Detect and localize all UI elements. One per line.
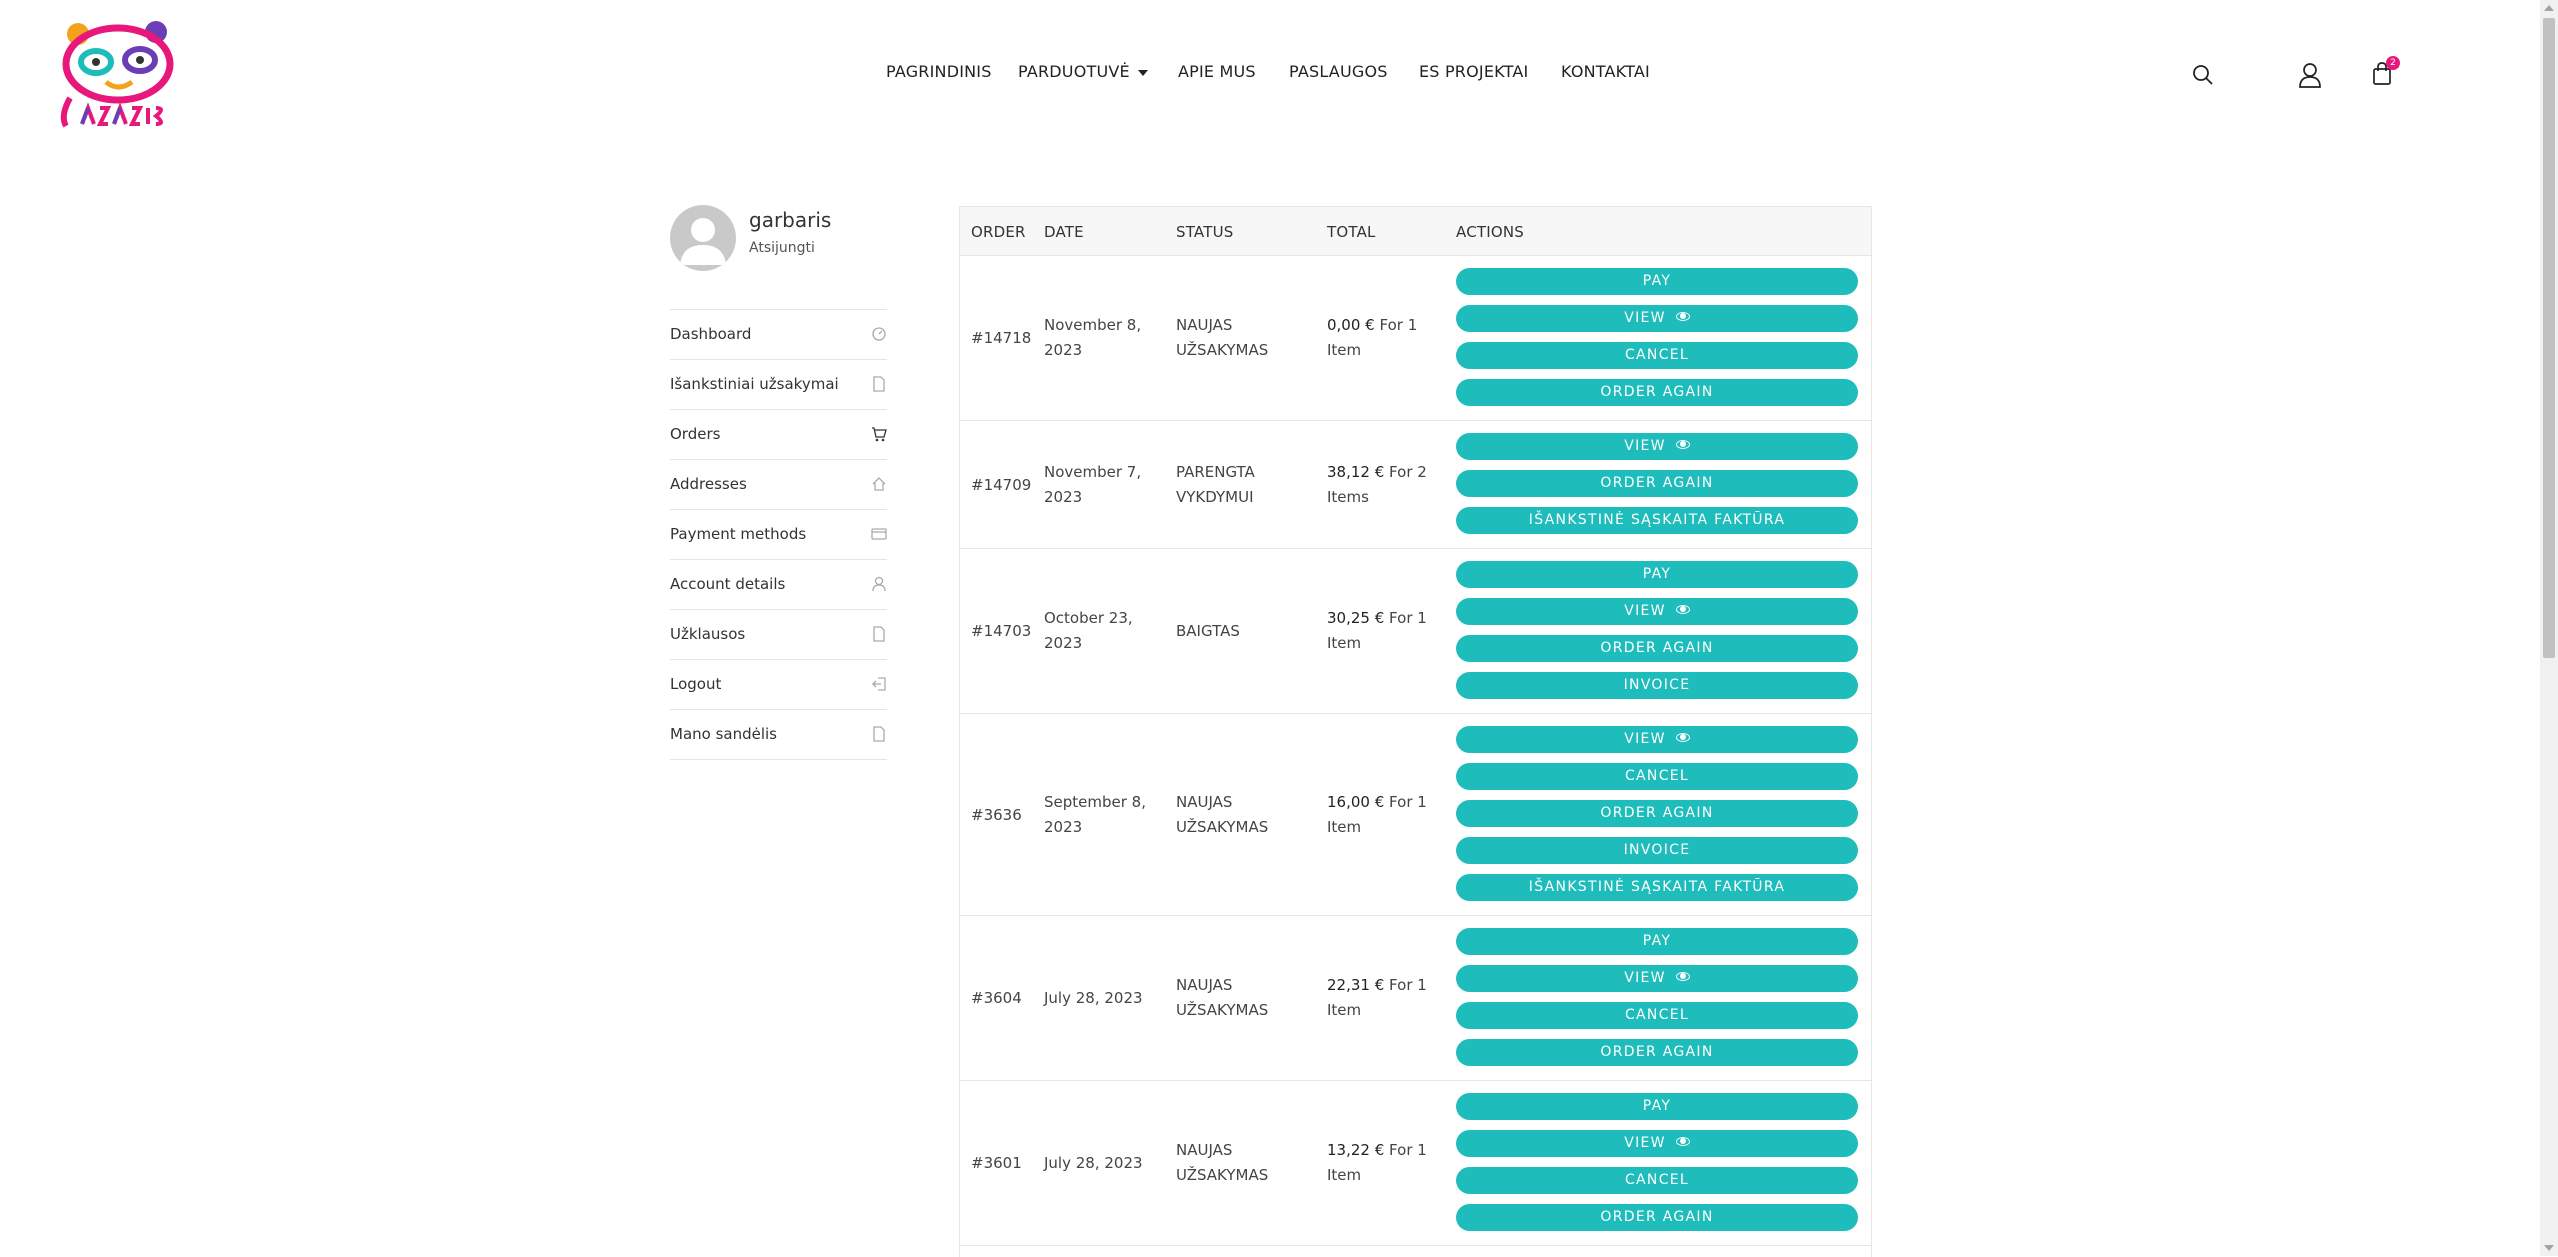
pay-button[interactable]	[1456, 1093, 1858, 1120]
order-amount: 13,22 €	[1327, 1141, 1385, 1159]
order-total	[1327, 460, 1437, 510]
pay-button[interactable]	[1456, 928, 1858, 955]
order-again-button[interactable]	[1456, 1039, 1858, 1066]
sidebar-item-orders[interactable]	[670, 410, 887, 460]
isankstine-saskaita-faktura-button[interactable]	[1456, 507, 1858, 534]
document-icon	[871, 376, 887, 392]
button-label: PAY	[1642, 1098, 1672, 1114]
button-label: VIEW	[1624, 1135, 1666, 1151]
sidebar-item-label: Užklausos	[670, 625, 746, 643]
button-label: PAY	[1642, 273, 1672, 289]
order-date: September 8, 2023	[1044, 792, 1146, 836]
button-label: PAY	[1642, 933, 1672, 949]
order-number: #3604	[971, 989, 1022, 1007]
nav-item-kontaktai[interactable]: KONTAKTAI	[1561, 62, 1650, 81]
cart-icon	[871, 426, 887, 442]
document-icon	[871, 726, 887, 742]
order-number: #3601	[971, 1154, 1022, 1172]
column-header-date: DATE	[1044, 223, 1084, 241]
nav-item-pagrindinis[interactable]: PAGRINDINIS	[886, 62, 992, 81]
order-again-button[interactable]	[1456, 635, 1858, 662]
button-label: VIEW	[1624, 603, 1666, 619]
order-total	[1327, 973, 1437, 1023]
sidebar-item-label: Account details	[670, 575, 786, 593]
chevron-down-icon	[1138, 70, 1148, 76]
sidebar-item-label: Addresses	[670, 475, 747, 493]
document-icon	[871, 626, 887, 642]
order-date: July 28, 2023	[1044, 1154, 1143, 1172]
page-scrollbar[interactable]	[2540, 0, 2558, 1256]
isankstine-saskaita-faktura-button[interactable]	[1456, 874, 1858, 901]
order-again-button[interactable]	[1456, 800, 1858, 827]
sidebar-item-dashboard[interactable]	[670, 310, 887, 360]
order-status: BAIGTAS	[1176, 622, 1240, 640]
order-actions	[1456, 561, 1858, 709]
table-row	[960, 714, 1871, 916]
order-again-button[interactable]	[1456, 379, 1858, 406]
order-date: November 7, 2023	[1044, 462, 1142, 506]
cancel-button[interactable]	[1456, 763, 1858, 790]
button-label: PAY	[1642, 566, 1672, 582]
order-item-count: For 2 Items	[1327, 462, 1427, 506]
order-actions	[1456, 268, 1858, 416]
order-status: NAUJAS UŽSAKYMAS	[1176, 1141, 1269, 1184]
button-label: ORDER AGAIN	[1600, 475, 1714, 491]
sidebar-item-inquiries[interactable]	[670, 610, 887, 660]
cancel-button[interactable]	[1456, 1002, 1858, 1029]
invoice-button[interactable]	[1456, 837, 1858, 864]
order-number: #3636	[971, 805, 1022, 824]
sidebar-item-logout[interactable]	[670, 660, 887, 710]
table-header	[960, 207, 1871, 256]
user-account-icon[interactable]	[2298, 62, 2322, 88]
main-nav	[0, 62, 2558, 88]
cancel-button[interactable]	[1456, 342, 1858, 369]
order-actions	[1456, 433, 1858, 544]
order-amount: 30,25 €	[1327, 609, 1385, 627]
sidebar-item-preorders[interactable]	[670, 360, 887, 410]
view-button[interactable]	[1456, 965, 1858, 992]
pay-button[interactable]	[1456, 561, 1858, 588]
nav-item-paslaugos[interactable]: PASLAUGOS	[1289, 62, 1388, 81]
order-item-count: For 1 Item	[1327, 316, 1418, 359]
button-label: IŠANKSTINĖ SĄSKAITA FAKTŪRA	[1528, 512, 1786, 528]
eye-icon	[1676, 1137, 1690, 1146]
button-label: CANCEL	[1624, 1007, 1690, 1023]
column-header-status: STATUS	[1176, 223, 1234, 241]
order-total	[1327, 1138, 1437, 1188]
order-status: NAUJAS UŽSAKYMAS	[1176, 792, 1269, 836]
button-label: ORDER AGAIN	[1600, 805, 1714, 821]
button-label: INVOICE	[1623, 677, 1691, 693]
view-button[interactable]	[1456, 1130, 1858, 1157]
order-number: #14703	[971, 622, 1032, 640]
sidebar-item-label: Išankstiniai užsakymai	[670, 375, 839, 393]
button-label: CANCEL	[1624, 347, 1690, 363]
scroll-up-arrow-icon[interactable]	[2544, 5, 2554, 11]
sidebar-item-label: Payment methods	[670, 525, 807, 543]
orders-table	[959, 206, 1872, 1257]
sidebar-item-addresses[interactable]	[670, 460, 887, 510]
view-button[interactable]	[1456, 305, 1858, 332]
pay-button[interactable]	[1456, 268, 1858, 295]
logout-link[interactable]: Atsijungti	[749, 240, 815, 256]
view-button[interactable]	[1456, 433, 1858, 460]
account-menu	[670, 309, 887, 760]
table-row	[960, 1081, 1871, 1246]
user-icon	[871, 576, 887, 592]
button-label: VIEW	[1624, 310, 1666, 326]
column-header-total: TOTAL	[1327, 223, 1376, 241]
invoice-button[interactable]	[1456, 672, 1858, 699]
eye-icon	[1676, 605, 1690, 614]
order-date: November 8, 2023	[1044, 316, 1142, 359]
eye-icon	[1676, 733, 1690, 742]
order-number: #14709	[971, 475, 1032, 494]
sidebar-item-account-details[interactable]	[670, 560, 887, 610]
order-item-count: For 1 Item	[1327, 609, 1427, 652]
table-body	[960, 256, 1871, 1246]
dashboard-icon	[871, 326, 887, 342]
account-username: garbaris	[749, 208, 832, 232]
nav-item-parduotuve[interactable]	[1018, 62, 1148, 81]
table-row	[960, 421, 1871, 549]
order-item-count: For 1 Item	[1327, 1141, 1427, 1184]
table-row	[960, 256, 1871, 421]
button-label: INVOICE	[1623, 842, 1691, 858]
column-header-actions: ACTIONS	[1456, 223, 1525, 241]
nav-item-apie-mus[interactable]: APIE MUS	[1178, 62, 1256, 81]
cart-count-badge: 2	[2386, 56, 2400, 70]
order-amount: 16,00 €	[1327, 792, 1385, 811]
order-total	[1327, 313, 1437, 363]
order-again-button[interactable]	[1456, 1204, 1858, 1231]
credit-card-icon	[871, 526, 887, 542]
column-header-order: ORDER	[971, 223, 1026, 241]
eye-icon	[1676, 440, 1690, 449]
order-date: October 23, 2023	[1044, 609, 1133, 652]
cancel-button[interactable]	[1456, 1167, 1858, 1194]
order-actions	[1456, 928, 1858, 1076]
avatar	[670, 205, 736, 271]
sidebar-item-payment-methods[interactable]	[670, 510, 887, 560]
order-total	[1327, 790, 1437, 840]
table-row	[960, 916, 1871, 1081]
eye-icon	[1676, 972, 1690, 981]
view-button[interactable]	[1456, 726, 1858, 753]
order-amount: 22,31 €	[1327, 976, 1385, 994]
button-label: CANCEL	[1624, 1172, 1690, 1188]
button-label: ORDER AGAIN	[1600, 1209, 1714, 1225]
order-date: July 28, 2023	[1044, 989, 1143, 1007]
order-total	[1327, 606, 1437, 656]
order-status: NAUJAS UŽSAKYMAS	[1176, 316, 1269, 359]
button-label: VIEW	[1624, 438, 1666, 454]
sidebar-item-label: Mano sandėlis	[670, 725, 777, 743]
nav-item-label: PARDUOTUVĖ	[1018, 62, 1130, 81]
order-amount: 38,12 €	[1327, 462, 1385, 481]
avatar-placeholder-icon	[670, 205, 736, 271]
table-row	[960, 549, 1871, 714]
button-label: IŠANKSTINĖ SĄSKAITA FAKTŪRA	[1528, 879, 1786, 895]
sidebar-item-label: Orders	[670, 425, 721, 443]
button-label: ORDER AGAIN	[1600, 1044, 1714, 1060]
button-label: VIEW	[1624, 731, 1666, 747]
order-number: #14718	[971, 329, 1032, 347]
order-status: NAUJAS UŽSAKYMAS	[1176, 976, 1269, 1019]
button-label: ORDER AGAIN	[1600, 640, 1714, 656]
scroll-down-arrow-icon[interactable]	[2544, 1245, 2554, 1251]
order-item-count: For 1 Item	[1327, 976, 1427, 1019]
order-status: PARENGTA VYKDYMUI	[1176, 462, 1255, 506]
search-icon[interactable]	[2192, 64, 2214, 86]
order-amount: 0,00 €	[1327, 316, 1375, 334]
eye-icon	[1676, 312, 1690, 321]
view-button[interactable]	[1456, 598, 1858, 625]
button-label: VIEW	[1624, 970, 1666, 986]
nav-item-es-projektai[interactable]: ES PROJEKTAI	[1419, 62, 1529, 81]
sidebar-item-label: Logout	[670, 675, 722, 693]
logout-icon	[871, 676, 887, 692]
scrollbar-thumb[interactable]	[2543, 18, 2555, 658]
button-label: CANCEL	[1624, 768, 1690, 784]
home-icon	[871, 476, 887, 492]
sidebar-item-warehouse[interactable]	[670, 710, 887, 760]
order-actions	[1456, 726, 1858, 911]
order-again-button[interactable]	[1456, 470, 1858, 497]
order-item-count: For 1 Item	[1327, 792, 1427, 836]
order-actions	[1456, 1093, 1858, 1241]
sidebar-item-label: Dashboard	[670, 325, 752, 343]
button-label: ORDER AGAIN	[1600, 384, 1714, 400]
